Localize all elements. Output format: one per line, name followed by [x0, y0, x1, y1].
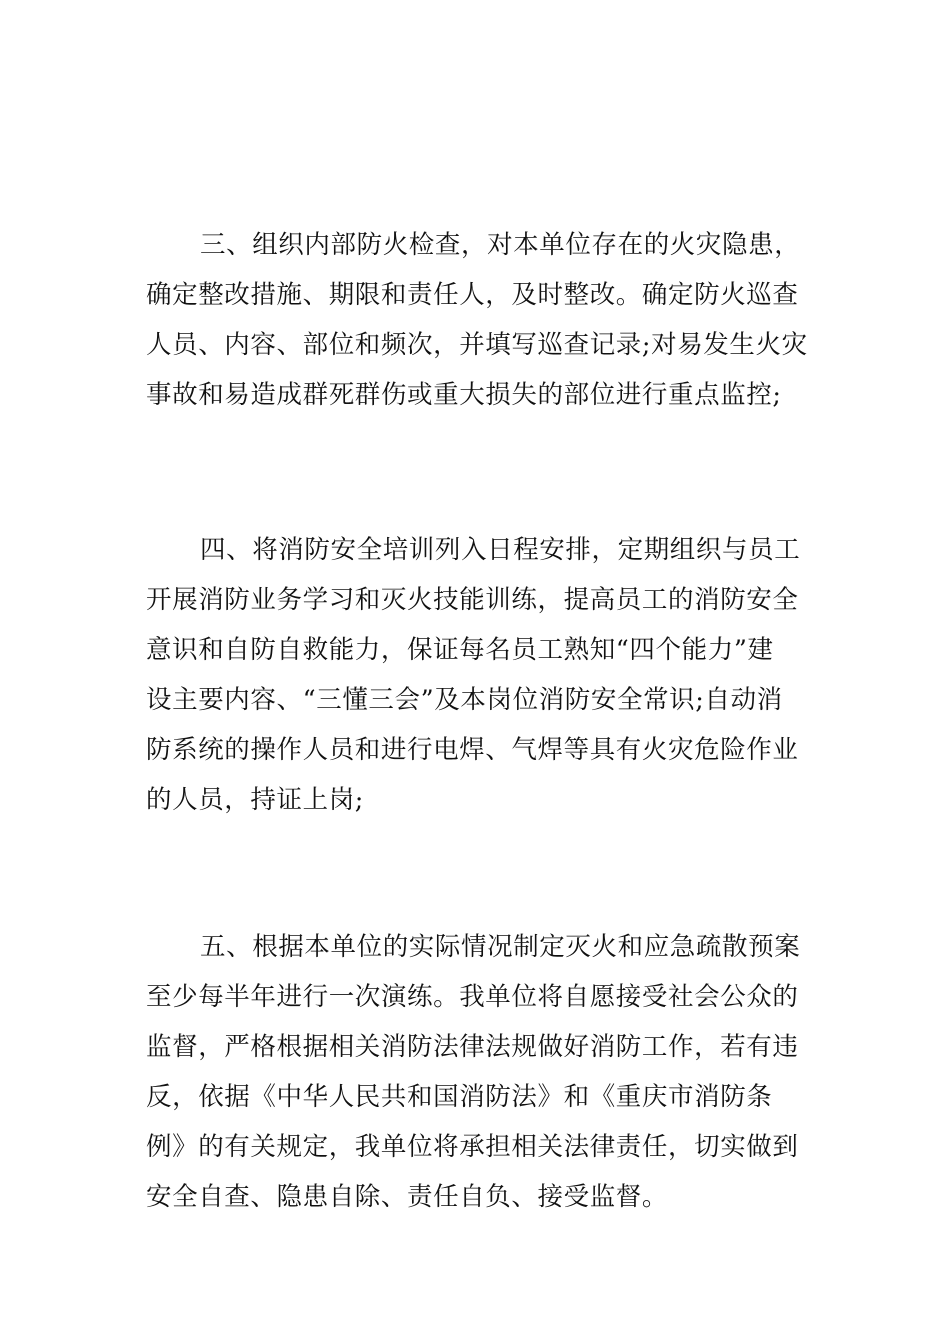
paragraph-line: 例》的有关规定，我单位将承担相关法律责任，切实做到: [146, 1132, 799, 1162]
paragraph-line: 五、根据本单位的实际情况制定灭火和应急疏散预案: [200, 932, 801, 962]
paragraph-line: 确定整改措施、期限和责任人，及时整改。确定防火巡查: [146, 280, 799, 310]
paragraph-section-5: [146, 922, 808, 1222]
paragraph-line: 开展消防业务学习和灭火技能训练，提高员工的消防安全: [146, 585, 799, 615]
paragraph-line: 设主要内容、“三懂三会”及本岗位消防安全常识;自动消: [146, 685, 783, 715]
paragraph-line: 人员、内容、部位和频次，并填写巡查记录;对易发生火灾: [146, 330, 808, 360]
paragraph-line: 防系统的操作人员和进行电焊、气焊等具有火灾危险作业: [146, 735, 799, 765]
paragraph-line: 监督，严格根据相关消防法律法规做好消防工作，若有违: [146, 1032, 799, 1062]
paragraph-line: 至少每半年进行一次演练。我单位将自愿接受社会公众的: [146, 982, 799, 1012]
paragraph-line: 四、将消防安全培训列入日程安排，定期组织与员工: [200, 535, 801, 565]
paragraph-section-4: [146, 525, 808, 825]
paragraph-line: 意识和自防自救能力，保证每名员工熟知“四个能力”建: [146, 635, 774, 665]
paragraph-line: 事故和易造成群死群伤或重大损失的部位进行重点监控;: [146, 380, 782, 410]
paragraph-line: 反，依据《中华人民共和国消防法》和《重庆市消防条: [146, 1082, 773, 1112]
paragraph-line: 的人员，持证上岗;: [146, 785, 364, 815]
paragraph-line: 三、组织内部防火检查，对本单位存在的火灾隐患，: [200, 230, 801, 260]
paragraph-section-3: [146, 220, 808, 420]
paragraph-line: 安全自查、隐患自除、责任自负、接受监督。: [146, 1182, 669, 1212]
